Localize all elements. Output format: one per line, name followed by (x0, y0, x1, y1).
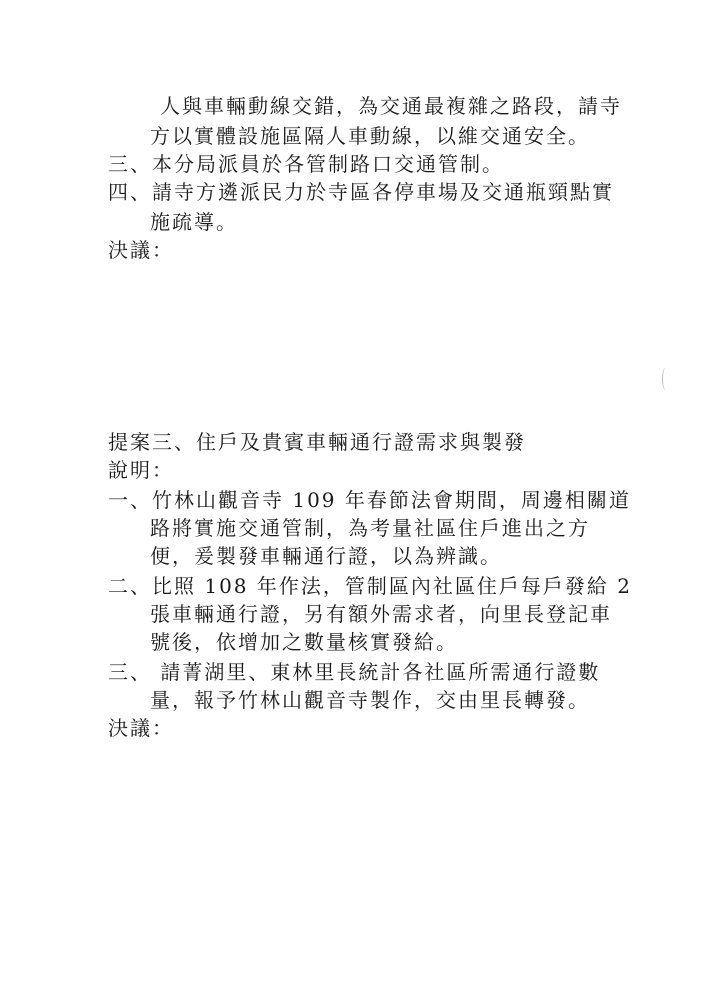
explanation-label: 說明： (108, 458, 174, 482)
item-1-line-2: 路將實施交通管制，為考量社區住戶進出之方 (150, 516, 590, 540)
proposal-3-title: 提案三、住戶及貴賓車輛通行證需求與製發 (108, 430, 526, 454)
prev-line-1: 人與車輛動線交錯，為交通最複雜之路段，請寺 (160, 94, 622, 118)
item-2-line-1: 二、比照 108 年作法，管制區內社區住戶每戶發給 2 (108, 574, 632, 598)
item-1-line-3: 便，爰製發車輛通行證，以為辨識。 (150, 544, 502, 568)
item-3-line-1: 三、 請菁湖里、東林里長統計各社區所需通行證數 (108, 660, 601, 684)
prev-resolution-label: 決議： (108, 238, 174, 262)
prev-item-3: 三、本分局派員於各管制路口交通管制。 (108, 152, 504, 176)
item-3-line-2: 量，報予竹林山觀音寺製作，交由里長轉發。 (150, 688, 590, 712)
scan-artifact (662, 368, 669, 390)
prev-line-2: 方以實體設施區隔人車動線，以維交通安全。 (150, 124, 590, 148)
resolution-label: 決議： (108, 716, 174, 740)
prev-item-4-cont: 施疏導。 (150, 210, 238, 234)
prev-item-4: 四、請寺方遴派民力於寺區各停車場及交通瓶頸點實 (108, 180, 614, 204)
item-1-line-1: 一、竹林山觀音寺 109 年春節法會期間，周邊相關道 (108, 488, 631, 512)
item-2-line-3: 號後，依增加之數量核實發給。 (150, 630, 458, 654)
item-2-line-2: 張車輛通行證，另有額外需求者，向里長登記車 (150, 602, 612, 626)
